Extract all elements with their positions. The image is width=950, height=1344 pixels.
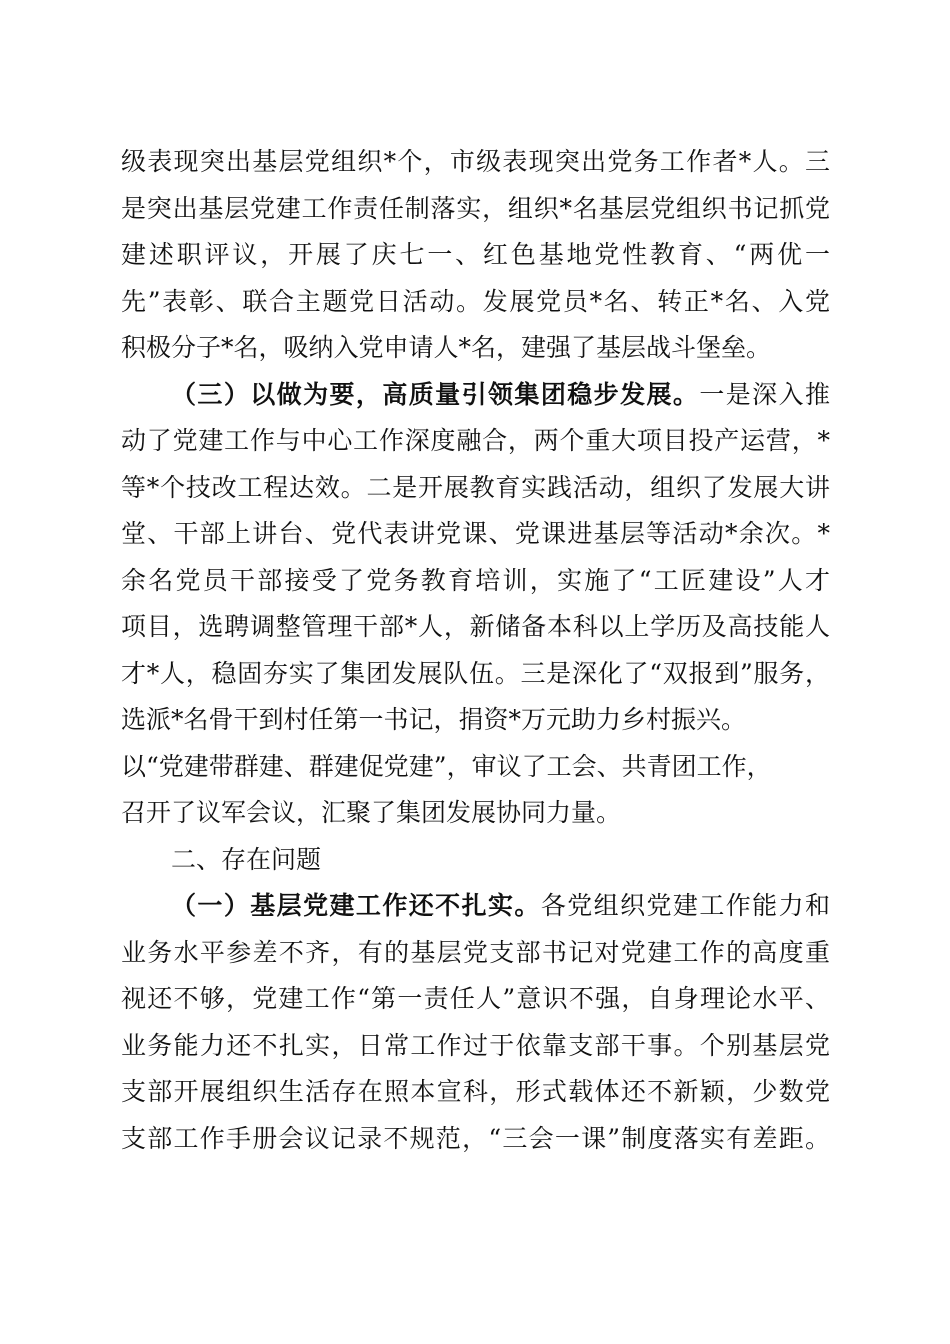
p3-heading: （一）基层党建工作还不扎实。 <box>171 891 541 920</box>
p3-line-5: 支部开展组织生活存在照本宣科，形式载体还不新颖，少数党 <box>121 1077 830 1106</box>
p2-line-5: 余名党员干部接受了党务教育培训，实施了“工匠建设”人才 <box>121 566 830 595</box>
p2-line-7: 才*人，稳固夯实了集团发展队伍。三是深化了“双报到”服务， <box>121 659 830 688</box>
p2-line-6: 项目，选聘调整管理干部*人，新储备本科以上学历及高技能人 <box>121 612 830 641</box>
p2-line-3: 等*个技改工程达效。二是开展教育实践活动，组织了发展大讲 <box>121 473 830 502</box>
p2-first-rest: 一是深入推 <box>699 380 830 409</box>
p1-line-4: 先”表彰、联合主题党日活动。发展党员*名、转正*名、入党 <box>121 287 830 316</box>
p2-line-9: 以“党建带群建、群建促党建”，审议了工会、共青团工作， <box>121 752 772 781</box>
p2-line-10: 召开了议军会议，汇聚了集团发展协同力量。 <box>121 798 622 827</box>
p3-line-3: 视还不够，党建工作“第一责任人”意识不强，自身理论水平、 <box>121 984 830 1013</box>
p2-heading: （三）以做为要，高质量引领集团稳步发展。 <box>171 380 700 409</box>
p1-line-3: 建述职评议，开展了庆七一、红色基地党性教育、“两优一 <box>121 240 830 269</box>
p1-line-5: 积极分子*名，吸纳入党申请人*名，建强了基层战斗堡垒。 <box>121 333 772 362</box>
p3-first-line <box>171 891 830 921</box>
p1-line-2: 是突出基层党建工作责任制落实，组织*名基层党组织书记抓党 <box>121 194 830 223</box>
p2-first-line <box>171 380 830 410</box>
p3-line-2: 业务水平参差不齐，有的基层党支部书记对党建工作的高度重 <box>121 938 830 967</box>
p1-line-1: 级表现突出基层党组织*个，市级表现突出党务工作者*人。三 <box>121 147 830 176</box>
p3-line-4: 业务能力还不扎实，日常工作过于依靠支部干事。个别基层党 <box>121 1031 830 1060</box>
p3-line-6: 支部工作手册会议记录不规范，“三会一课”制度落实有差距。 <box>121 1124 830 1153</box>
p2-line-4: 堂、干部上讲台、党代表讲党课、党课进基层等活动*余次。* <box>121 519 830 548</box>
p2-line-8: 选派*名骨干到村任第一书记，捐资*万元助力乡村振兴。 <box>121 705 747 734</box>
p3-first-rest: 各党组织党建工作能力和 <box>540 891 830 920</box>
p2-line-2: 动了党建工作与中心工作深度融合，两个重大项目投产运营，* <box>121 426 830 455</box>
section-title: 二、存在问题 <box>171 845 322 874</box>
